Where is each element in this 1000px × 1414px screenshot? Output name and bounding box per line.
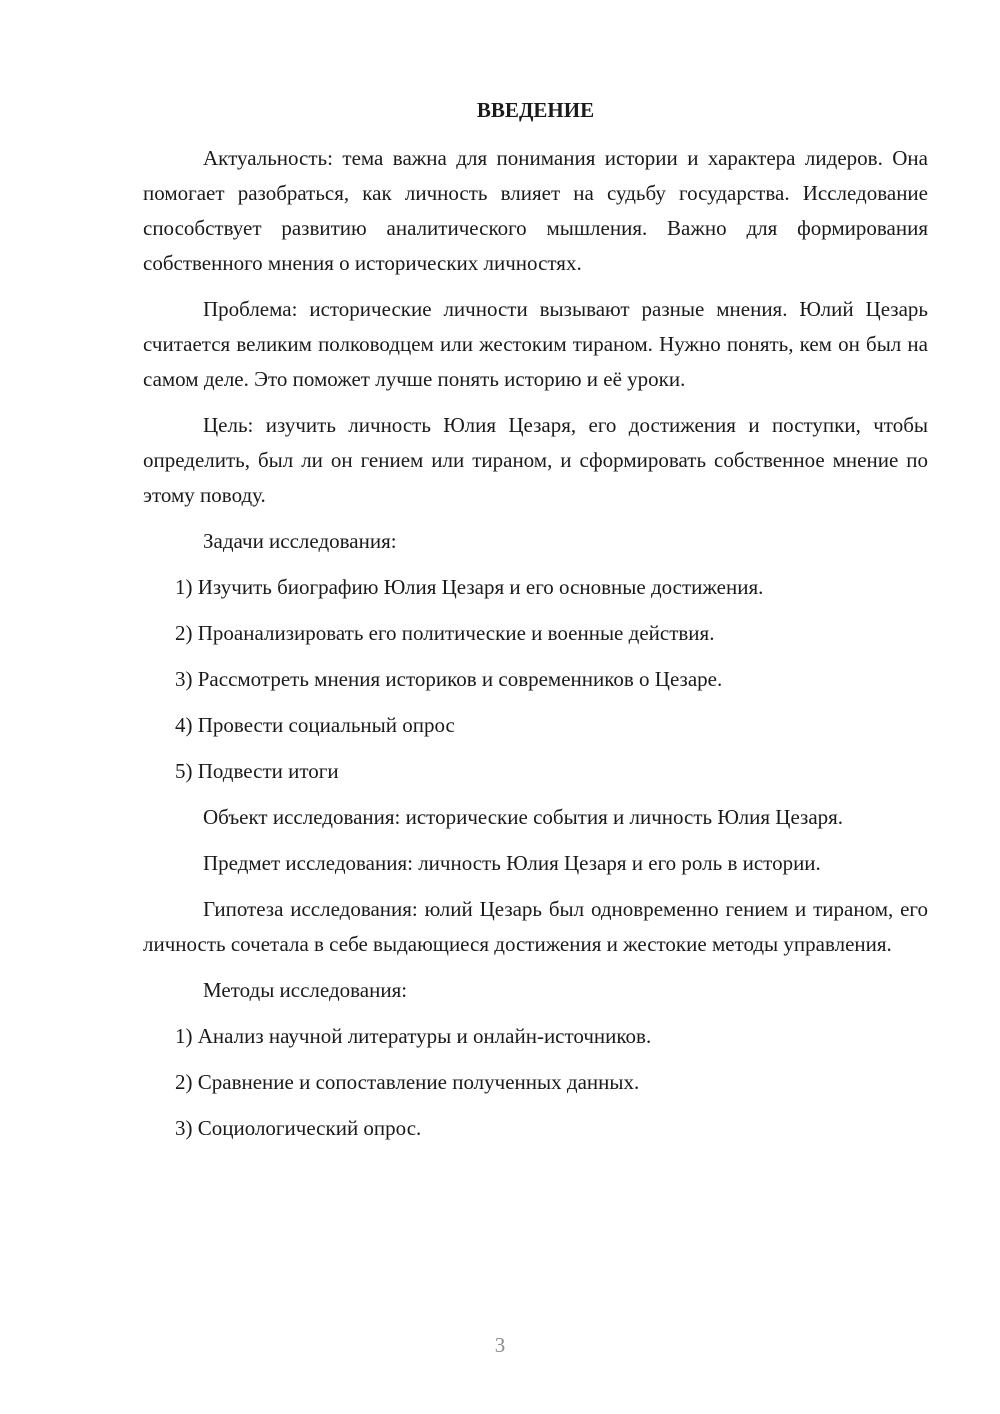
subject-paragraph: Предмет исследования: личность Юлия Цезаря и его роль в истории. <box>203 851 821 875</box>
method-item: 3) Социологический опрос. <box>175 1116 422 1140</box>
tasks-list <box>143 570 928 789</box>
task-item: 4) Провести социальный опрос <box>175 713 455 737</box>
task-item: 3) Рассмотреть мнения историков и современников о Цезаре. <box>175 667 723 691</box>
methods-list <box>143 1019 928 1146</box>
relevance-paragraph: Актуальность: тема важна для понимания истории и характера лидеров. Она помогает разобраться, как личность влияет на судьбу государства. Исследование способствует развитию аналитического мышления. Важно для формирования собственного мнения о исторических личностях. <box>143 146 928 275</box>
method-item: 2) Сравнение и сопоставление полученных данных. <box>175 1070 640 1094</box>
hypothesis-paragraph: Гипотеза исследования: юлий Цезарь был одновременно гением и тираном, его личность сочетала в себе выдающиеся достижения и жестокие методы управления. <box>143 897 928 956</box>
page-number: 3 <box>494 1333 506 1357</box>
task-item: 1) Изучить биографию Юлия Цезаря и его основные достижения. <box>175 575 764 599</box>
method-item: 1) Анализ научной литературы и онлайн-источников. <box>175 1024 652 1048</box>
object-paragraph: Объект исследования: исторические события и личность Юлия Цезаря. <box>203 805 844 829</box>
problem-paragraph: Проблема: исторические личности вызывают разные мнения. Юлий Цезарь считается великим полководцем или жестоким тираном. Нужно понять, кем он был на самом деле. Это поможет лучше понять историю и её уроки. <box>143 297 928 391</box>
task-item: 5) Подвести итоги <box>175 759 339 783</box>
task-item: 2) Проанализировать его политические и военные действия. <box>175 621 715 645</box>
section-title: ВВЕДЕНИЕ <box>476 98 595 122</box>
tasks-heading: Задачи исследования: <box>203 529 397 553</box>
goal-paragraph: Цель: изучить личность Юлия Цезаря, его достижения и поступки, чтобы определить, был ли он гением или тираном, и сформировать собственное мнение по этому поводу. <box>143 413 928 507</box>
document-page <box>143 96 928 1157</box>
methods-heading: Методы исследования: <box>203 978 408 1002</box>
